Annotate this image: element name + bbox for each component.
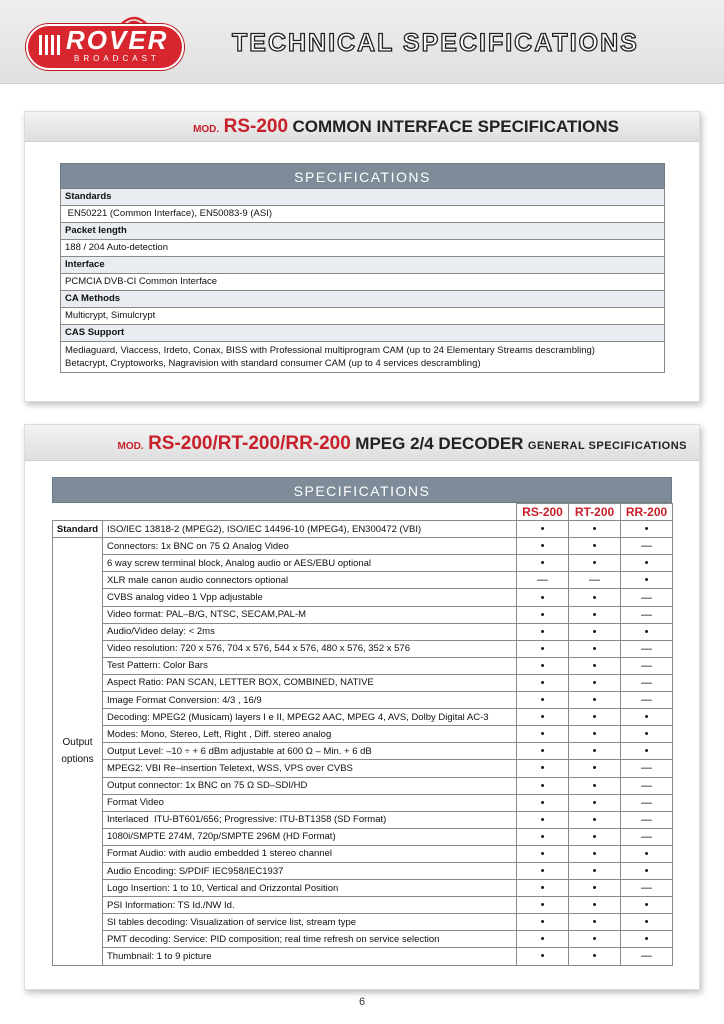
mark-rt200: —	[569, 572, 621, 589]
spec-text: Connectors: 1x BNC on 75 Ω Analog Video	[103, 538, 517, 555]
mark-rr200: —	[621, 674, 673, 691]
row-heading: Packet length	[60, 223, 665, 240]
row-value-multiline	[60, 342, 665, 373]
mark-rs200: •	[517, 880, 569, 897]
table-row	[53, 657, 673, 674]
mark-rr200: —	[621, 640, 673, 657]
mark-rr200: •	[621, 897, 673, 914]
spec-text: Interlaced ITU-BT601/656; Progressive: ITU-BT1358 (SD Format)	[103, 811, 517, 828]
section-heading	[25, 112, 699, 142]
mark-rs200: •	[517, 948, 569, 965]
spec-text: Decoding: MPEG2 (Musicam) layers I e II, MPEG2 AAC, MPEG 4, AVS, Dolby Digital AC-3	[103, 709, 517, 726]
row-value: EN50221 (Common Interface), EN50083-9 (ASI)	[60, 206, 665, 223]
decoder-table	[52, 477, 672, 966]
mark-rs200: •	[517, 555, 569, 572]
mark-rt200: •	[569, 657, 621, 674]
section-prefix: MOD.	[117, 441, 144, 452]
spec-text: CVBS analog video 1 Vpp adjustable	[103, 589, 517, 606]
mark-rt200: •	[569, 589, 621, 606]
mark-rr200: •	[621, 862, 673, 879]
logo-subtitle: BROADCAST	[74, 54, 160, 63]
spec-text: Output connector: 1x BNC on 75 Ω SD–SDI/HD	[103, 777, 517, 794]
mark-rs200: •	[517, 845, 569, 862]
mark-rr200: •	[621, 845, 673, 862]
table-row	[53, 845, 673, 862]
table-row	[53, 828, 673, 845]
mark-rs200: •	[517, 589, 569, 606]
mark-rr200: —	[621, 811, 673, 828]
mark-rs200: —	[517, 572, 569, 589]
table-row	[53, 521, 673, 538]
mark-rr200: —	[621, 692, 673, 709]
logo-wordmark: ROVER	[66, 25, 169, 55]
mark-rs200: •	[517, 828, 569, 845]
mark-rs200: •	[517, 623, 569, 640]
mark-rt200: •	[569, 521, 621, 538]
spec-text: Logo Insertion: 1 to 10, Vertical and Orizzontal Position	[103, 880, 517, 897]
mark-rt200: •	[569, 555, 621, 572]
row-heading: Standards	[60, 189, 665, 206]
table-row	[53, 692, 673, 709]
column-header-row	[53, 504, 673, 521]
mark-rr200: •	[621, 931, 673, 948]
spec-text: MPEG2: VBI Re–insertion Teletext, WSS, VPS over CVBS	[103, 760, 517, 777]
section-model: RS-200/RT-200/RR-200	[148, 433, 351, 454]
spec-text: 1080i/SMPTE 274M, 720p/SMPTE 296M (HD Format)	[103, 828, 517, 845]
mark-rr200: •	[621, 914, 673, 931]
mark-rt200: •	[569, 811, 621, 828]
row-heading: CAS Support	[60, 325, 665, 342]
mark-rs200: •	[517, 862, 569, 879]
mark-rs200: •	[517, 811, 569, 828]
mark-rs200: •	[517, 521, 569, 538]
spec-text: Image Format Conversion: 4/3 , 16/9	[103, 692, 517, 709]
rover-logo	[26, 12, 184, 76]
mark-rs200: •	[517, 777, 569, 794]
mark-rt200: •	[569, 931, 621, 948]
mark-rs200: •	[517, 743, 569, 760]
spec-text: Format Audio: with audio embedded 1 stereo channel	[103, 845, 517, 862]
mark-rr200: —	[621, 760, 673, 777]
column-header-rt200: RT-200	[569, 504, 621, 521]
mark-rs200: •	[517, 914, 569, 931]
mark-rt200: •	[569, 845, 621, 862]
spec-text: Thumbnail: 1 to 9 picture	[103, 948, 517, 965]
mark-rr200: •	[621, 709, 673, 726]
mark-rt200: •	[569, 692, 621, 709]
cas-line: Betacrypt, Cryptoworks, Nagravision with standard consumer CAM (up to 4 services descrambling)	[65, 358, 481, 369]
page-header	[0, 0, 724, 84]
page-number: 6	[358, 996, 366, 1008]
row-value: Multicrypt, Simulcrypt	[60, 308, 665, 325]
output-label-line: options	[61, 754, 94, 766]
mark-rt200: •	[569, 948, 621, 965]
mark-rt200: •	[569, 914, 621, 931]
table-row	[53, 931, 673, 948]
mark-rs200: •	[517, 606, 569, 623]
table-row	[53, 589, 673, 606]
mark-rs200: •	[517, 657, 569, 674]
blank-cell	[53, 504, 517, 521]
table-row	[53, 640, 673, 657]
mark-rr200: —	[621, 794, 673, 811]
spec-text: Format Video	[103, 794, 517, 811]
mark-rs200: •	[517, 760, 569, 777]
mark-rt200: •	[569, 538, 621, 555]
mark-rt200: •	[569, 726, 621, 743]
spec-text: PSI Information: TS Id./NW Id.	[103, 897, 517, 914]
section-subtitle: GENERAL SPECIFICATIONS	[527, 440, 687, 452]
table-row	[53, 606, 673, 623]
table-row	[53, 794, 673, 811]
page-title: TECHNICAL SPECIFICATIONS	[232, 29, 639, 57]
logo-stripes-icon	[38, 32, 64, 58]
table-row	[53, 760, 673, 777]
mark-rs200: •	[517, 897, 569, 914]
table-row	[53, 897, 673, 914]
section-model: RS-200	[223, 116, 289, 137]
section-heading	[25, 425, 699, 461]
table-row	[53, 743, 673, 760]
mark-rr200: —	[621, 657, 673, 674]
row-value: PCMCIA DVB-CI Common Interface	[60, 274, 665, 291]
mark-rr200: —	[621, 880, 673, 897]
section-title: COMMON INTERFACE SPECIFICATIONS	[292, 117, 619, 136]
spec-text: Modes: Mono, Stereo, Left, Right , Diff. stereo analog	[103, 726, 517, 743]
row-heading: CA Methods	[60, 291, 665, 308]
table-title: SPECIFICATIONS	[52, 477, 672, 503]
mark-rt200: •	[569, 760, 621, 777]
spec-text: 6 way screw terminal block, Analog audio or AES/EBU optional	[103, 555, 517, 572]
mark-rs200: •	[517, 726, 569, 743]
mark-rs200: •	[517, 931, 569, 948]
spec-text: XLR male canon audio connectors optional	[103, 572, 517, 589]
mark-rr200: —	[621, 777, 673, 794]
table-row	[53, 862, 673, 879]
output-label-line: Output	[62, 737, 93, 749]
cas-line: Mediaguard, Viaccess, Irdeto, Conax, BISS with Professional multiprogram CAM (up to 24 Elementary Streams descrambling)	[65, 345, 595, 356]
table-row	[53, 674, 673, 691]
section-title: MPEG 2/4 DECODER	[355, 434, 524, 453]
mark-rr200: —	[621, 589, 673, 606]
mark-rt200: •	[569, 674, 621, 691]
mark-rr200: —	[621, 828, 673, 845]
mark-rt200: •	[569, 777, 621, 794]
spec-text: Test Pattern: Color Bars	[103, 657, 517, 674]
mark-rt200: •	[569, 606, 621, 623]
standard-text: ISO/IEC 13818-2 (MPEG2), ISO/IEC 14496-10 (MPEG4), EN300472 (VBI)	[103, 521, 517, 538]
table-row	[53, 914, 673, 931]
table-row	[53, 572, 673, 589]
table-row	[53, 726, 673, 743]
mark-rt200: •	[569, 828, 621, 845]
mark-rr200: —	[621, 538, 673, 555]
mark-rr200: •	[621, 521, 673, 538]
spec-text: Audio/Video delay: < 2ms	[103, 623, 517, 640]
mark-rr200: •	[621, 623, 673, 640]
mark-rt200: •	[569, 897, 621, 914]
spec-text: Video format: PAL–B/G, NTSC, SECAM,PAL-M	[103, 606, 517, 623]
mark-rr200: •	[621, 743, 673, 760]
mark-rt200: •	[569, 623, 621, 640]
table-row	[53, 811, 673, 828]
mark-rs200: •	[517, 709, 569, 726]
section-prefix: MOD.	[193, 124, 220, 135]
output-options-label	[53, 538, 103, 965]
spec-text: Audio Encoding: S/PDIF IEC958/IEC1937	[103, 862, 517, 879]
mark-rs200: •	[517, 692, 569, 709]
table-row	[53, 948, 673, 965]
spec-text: PMT decoding: Service: PID composition; real time refresh on service selection	[103, 931, 517, 948]
mark-rt200: •	[569, 880, 621, 897]
mark-rr200: —	[621, 606, 673, 623]
row-heading: Interface	[60, 257, 665, 274]
spec-text: SI tables decoding: Visualization of service list, stream type	[103, 914, 517, 931]
standard-label: Standard	[53, 521, 103, 538]
table-row	[53, 555, 673, 572]
table-row	[53, 777, 673, 794]
row-value: 188 / 204 Auto-detection	[60, 240, 665, 257]
table-row	[53, 623, 673, 640]
mark-rt200: •	[569, 709, 621, 726]
mark-rr200: •	[621, 726, 673, 743]
mark-rt200: •	[569, 640, 621, 657]
decoder-grid	[52, 503, 673, 966]
mark-rs200: •	[517, 538, 569, 555]
common-interface-table	[60, 163, 665, 373]
spec-text: Output Level: –10 ÷ + 6 dBm adjustable at 600 Ω – Min. + 6 dB	[103, 743, 517, 760]
table-row	[53, 538, 673, 555]
table-title: SPECIFICATIONS	[60, 163, 665, 189]
column-header-rs200: RS-200	[517, 504, 569, 521]
mark-rs200: •	[517, 794, 569, 811]
table-row	[53, 880, 673, 897]
spec-text: Aspect Ratio: PAN SCAN, LETTER BOX, COMBINED, NATIVE	[103, 674, 517, 691]
mark-rt200: •	[569, 862, 621, 879]
mark-rs200: •	[517, 640, 569, 657]
column-header-rr200: RR-200	[621, 504, 673, 521]
mark-rr200: •	[621, 572, 673, 589]
mark-rr200: •	[621, 555, 673, 572]
table-row	[53, 709, 673, 726]
mark-rs200: •	[517, 674, 569, 691]
spec-text: Video resolution: 720 x 576, 704 x 576, 544 x 576, 480 x 576, 352 x 576	[103, 640, 517, 657]
mark-rt200: •	[569, 743, 621, 760]
mark-rr200: —	[621, 948, 673, 965]
mark-rt200: •	[569, 794, 621, 811]
